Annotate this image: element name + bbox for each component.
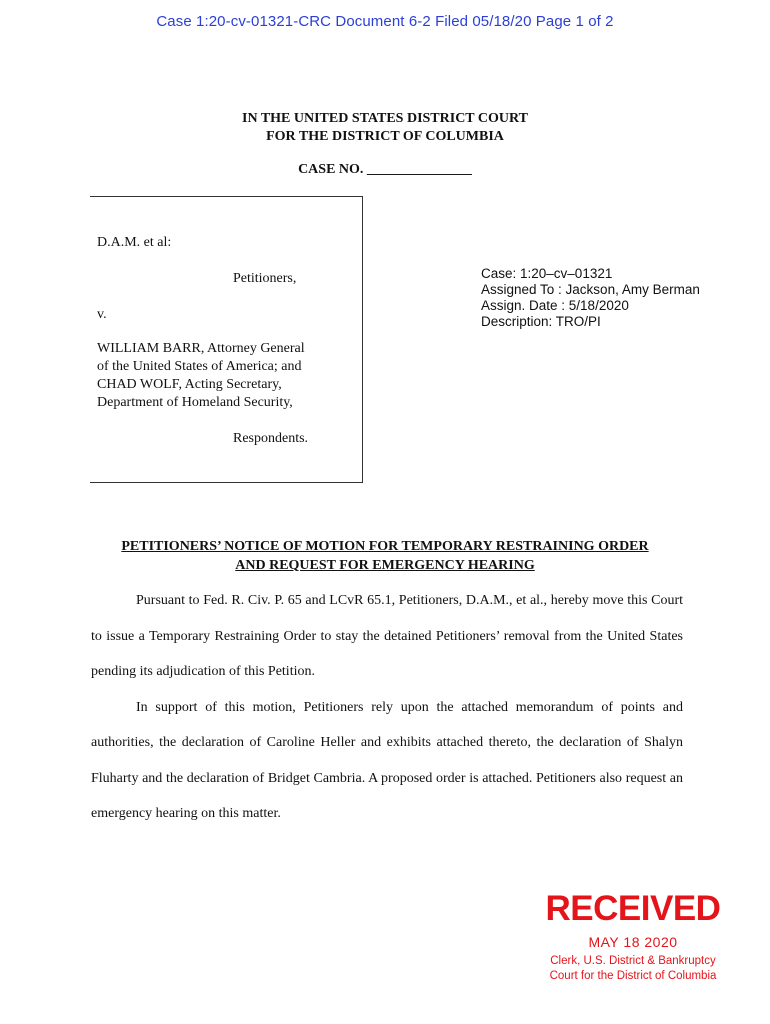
motion-body xyxy=(91,583,683,832)
motion-title xyxy=(0,537,770,575)
motion-title-line: PETITIONERS’ NOTICE OF MOTION FOR TEMPORARY RESTRAINING ORDER xyxy=(121,539,649,554)
received-label: RECEIVED xyxy=(545,889,721,928)
respondents-list xyxy=(97,340,362,412)
case-assignment-stamp xyxy=(481,266,700,330)
assignment-date: Assign. Date : 5/18/2020 xyxy=(481,298,629,313)
motion-paragraph: Pursuant to Fed. R. Civ. P. 65 and LCvR 65.1, Petitioners, D.A.M., et al., hereby move this Court to issue a Temporary Restraining Order to stay the detained Petitioners’ removal from the United States pending its adjudication of this Petition. xyxy=(91,593,683,679)
petitioner-role: Petitioners, xyxy=(233,271,297,286)
assignment-judge: Assigned To : Jackson, Amy Berman xyxy=(481,282,700,297)
respondent-role: Respondents. xyxy=(233,431,309,446)
case-caption-box xyxy=(90,196,363,483)
court-name-line: IN THE UNITED STATES DISTRICT COURT xyxy=(242,111,528,126)
court-district-line: FOR THE DISTRICT OF COLUMBIA xyxy=(266,129,504,144)
respondent-line: WILLIAM BARR, Attorney General xyxy=(97,341,305,356)
case-number-line: CASE NO. _______________ xyxy=(298,162,472,177)
filing-header: Case 1:20-cv-01321-CRC Document 6-2 Filed 05/18/20 Page 1 of 2 xyxy=(156,13,614,30)
respondent-line: Department of Homeland Security, xyxy=(97,395,293,410)
clerk-office xyxy=(533,954,733,984)
assignment-description: Description: TRO/PI xyxy=(481,314,601,329)
received-stamp xyxy=(533,890,733,984)
assignment-case: Case: 1:20–cv–01321 xyxy=(481,266,613,281)
respondent-line: CHAD WOLF, Acting Secretary, xyxy=(97,377,282,392)
motion-paragraph: In support of this motion, Petitioners rely upon the attached memorandum of points and authorities, the declaration of Caroline Heller and exhibits attached thereto, the declaration of Shalyn Fluharty and the declaration of Bridget Cambria. A proposed order is attached. Petitioners also request an emergency hearing on this matter. xyxy=(91,699,683,821)
motion-title-line: AND REQUEST FOR EMERGENCY HEARING xyxy=(235,558,535,573)
court-heading xyxy=(0,110,770,146)
petitioner-name: D.A.M. et al: xyxy=(97,235,172,250)
clerk-line: Clerk, U.S. District & Bankruptcy xyxy=(550,955,716,967)
versus-label: v. xyxy=(97,307,107,322)
clerk-line: Court for the District of Columbia xyxy=(549,970,717,982)
respondent-line: of the United States of America; and xyxy=(97,359,302,374)
received-date: MAY 18 2020 xyxy=(588,934,678,950)
